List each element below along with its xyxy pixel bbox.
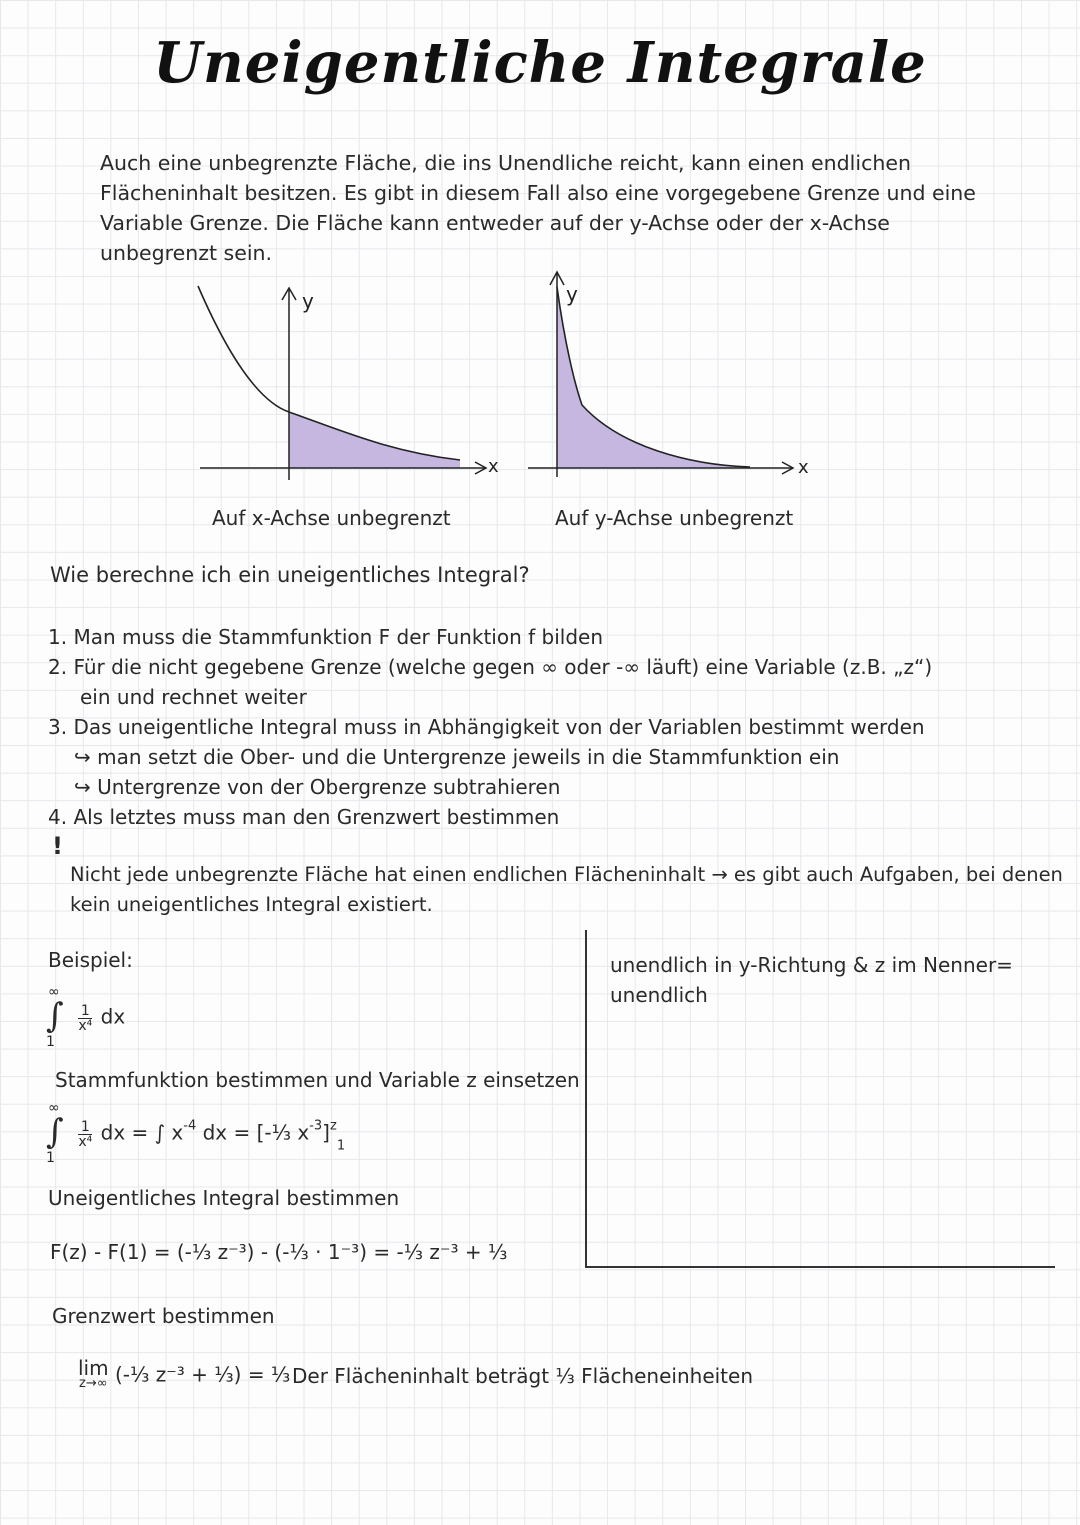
y-label: y (302, 289, 314, 313)
warning-icon: ! (52, 832, 63, 860)
page-title: Uneigentliche Integrale (153, 30, 927, 96)
side-note (610, 950, 1013, 1010)
warning-text (70, 860, 1063, 920)
step2-formula: F(z) - F(1) = (-⅓ z⁻³) - (-⅓ · 1⁻³) = -⅓ z⁻³ + ⅓ (50, 1240, 508, 1264)
integral-sign: ∞ ∫ 1 (46, 984, 64, 1050)
intro-line: unbegrenzt sein. (100, 241, 273, 265)
step-3-sub-a: ↪ man setzt die Ober- und die Untergrenze jeweils in die Stammfunktion ein (74, 745, 840, 769)
intro-line: Auch eine unbegrenzte Fläche, die ins Unendliche reicht, kann einen endlichen (100, 151, 911, 175)
step-2-cont: ein und rechnet weiter (80, 685, 307, 709)
step-2: 2. Für die nicht gegebene Grenze (welche gegen ∞ oder -∞ läuft) eine Variable (z.B. „z“) (48, 655, 933, 679)
step-3: 3. Das uneigentliche Integral muss in Abhängigkeit von der Variablen bestimmt werden (48, 715, 925, 739)
result-text: Der Flächeninhalt beträgt ⅓ Flächeneinheiten (292, 1364, 753, 1388)
dx: dx (100, 1004, 126, 1029)
graph-x-unbounded (190, 280, 520, 490)
side-note-line: unendlich in y-Richtung & z im Nenner= (610, 953, 1013, 977)
warning-line: Nicht jede unbegrenzte Fläche hat einen endlichen Flächeninhalt → es gibt auch Aufgaben, bei denen (70, 863, 1063, 886)
side-note-line: unendlich (610, 983, 708, 1007)
graph-y-unbounded (520, 265, 820, 485)
example-integral (44, 984, 126, 1050)
shaded-area (557, 287, 750, 468)
step-3-sub-b: ↪ Untergrenze von der Obergrenze subtrahieren (74, 775, 561, 799)
example-label: Beispiel: (48, 948, 133, 972)
step-4: 4. Als letztes muss man den Grenzwert bestimmen (48, 805, 560, 829)
fraction: $\frac{1}{\text{x⁴}}$ (78, 1002, 93, 1034)
step1-formula: ∞ ∫ 1 $\frac{1}{\text{x⁴}}$ dx = ∫ $x^{-4}$ dx = [-⅓ $x^{-3}]^z_1$ (46, 1100, 346, 1166)
y-label: y (566, 282, 578, 306)
steps-list (48, 622, 932, 832)
intro-line: Flächeninhalt besitzen. Es gibt in diesem Fall also eine vorgegebene Grenze und eine (100, 181, 976, 205)
caption-right: Auf y-Achse unbegrenzt (555, 506, 794, 530)
x-label: x (798, 457, 809, 478)
step2-label: Uneigentliches Integral bestimmen (48, 1186, 400, 1210)
limit-formula: lim z→∞ (-⅓ z⁻³ + ⅓) = ⅓ (78, 1356, 291, 1391)
warning-line: kein uneigentliches Integral existiert. (70, 893, 433, 916)
question-heading: Wie berechne ich ein uneigentliches Integral? (50, 563, 530, 587)
step-1: 1. Man muss die Stammfunktion F der Funktion f bilden (48, 625, 603, 649)
caption-left: Auf x-Achse unbegrenzt (212, 506, 451, 530)
step1-label: Stammfunktion bestimmen und Variable z einsetzen (55, 1068, 580, 1092)
shaded-area (289, 412, 460, 468)
divider-horizontal (585, 1266, 1055, 1268)
x-label: x (488, 456, 499, 477)
intro-line: Variable Grenze. Die Fläche kann entweder auf der y-Achse oder der x-Achse (100, 211, 890, 235)
divider-vertical (585, 930, 587, 1268)
step3-label: Grenzwert bestimmen (52, 1304, 275, 1328)
intro-paragraph (100, 148, 1000, 268)
